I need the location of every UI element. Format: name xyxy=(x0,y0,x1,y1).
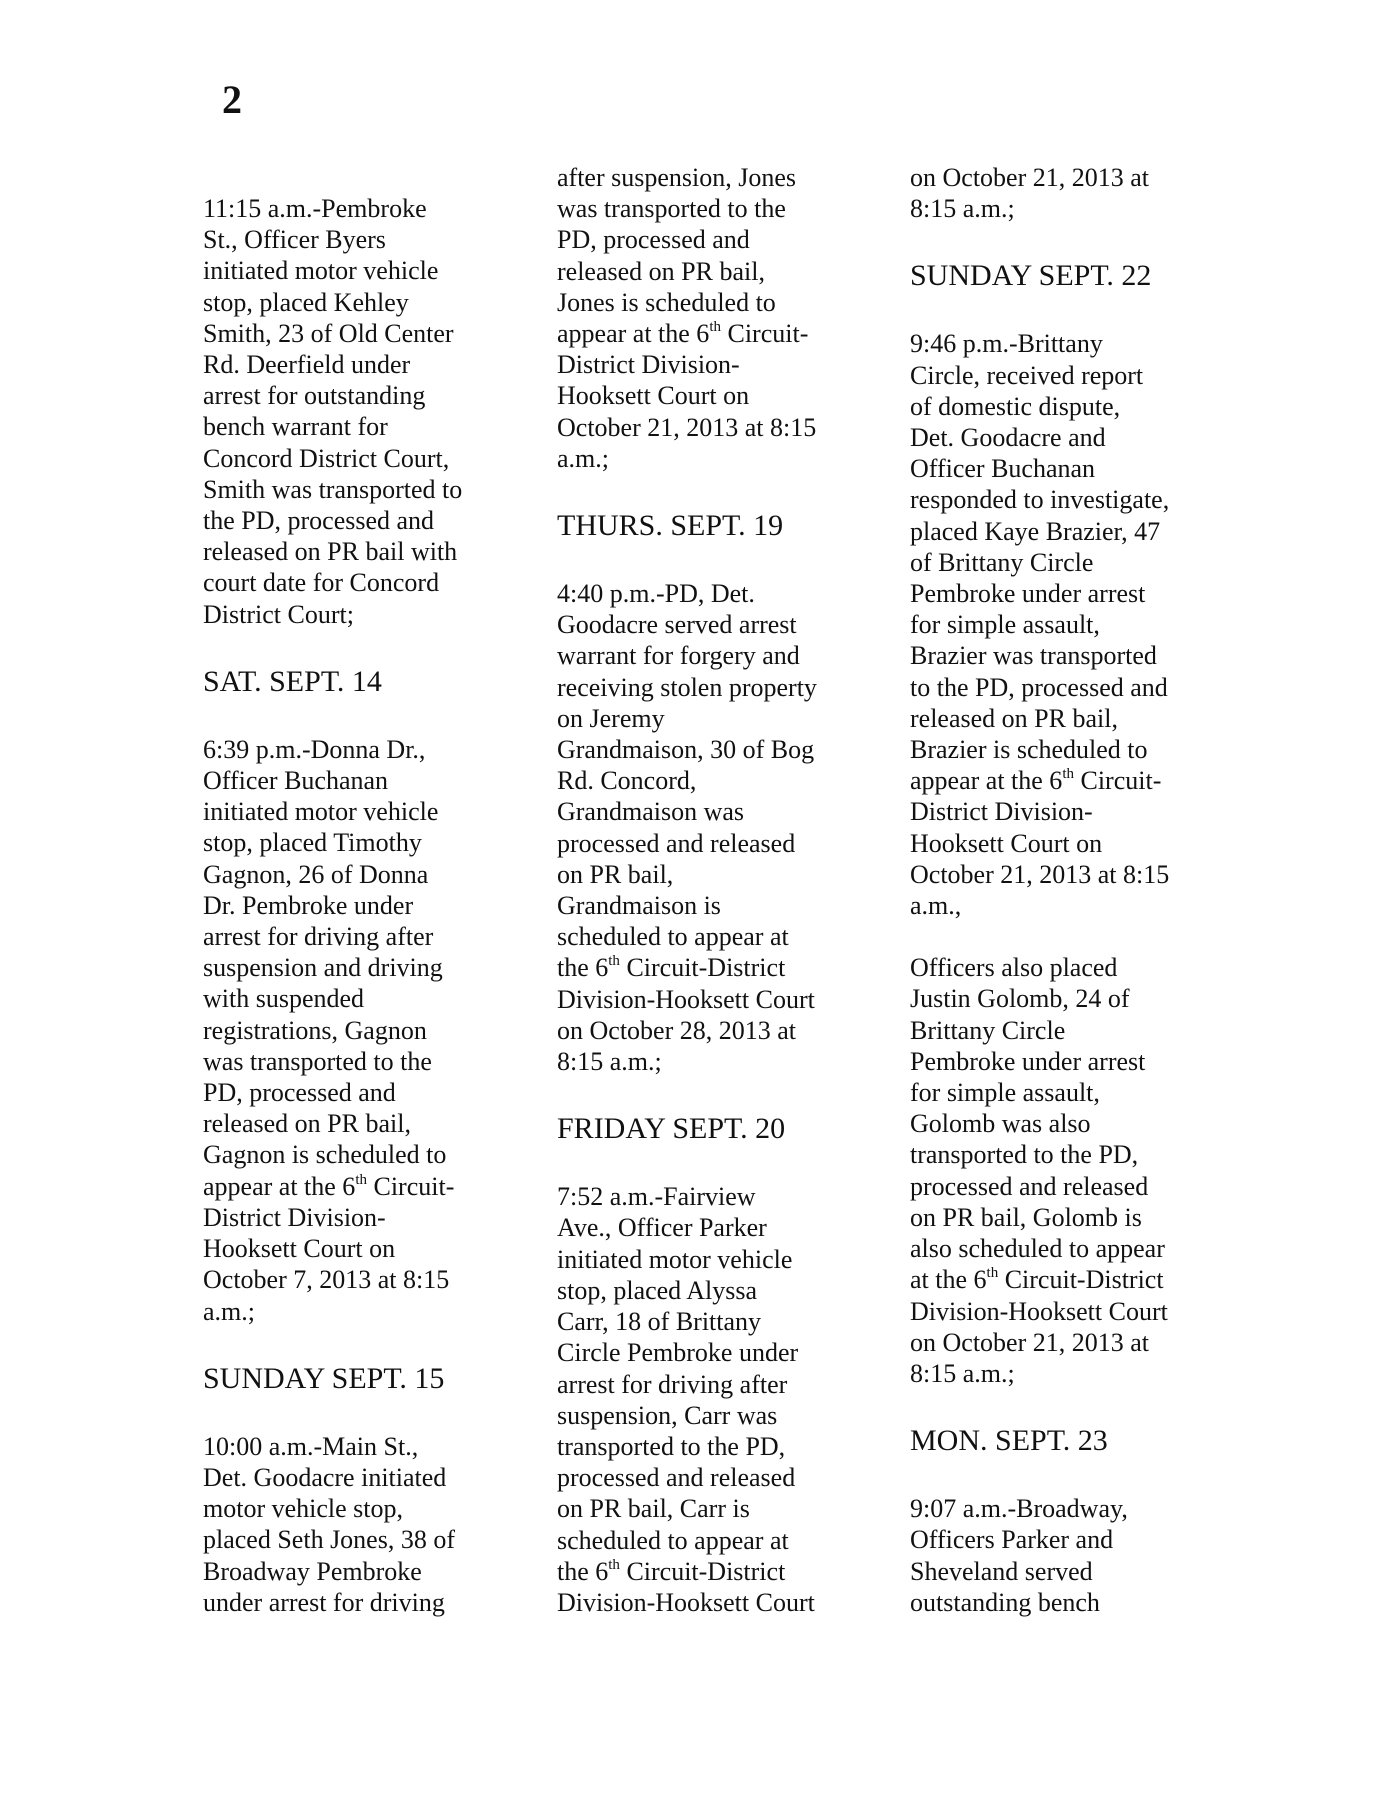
entry-line: transported to the PD, xyxy=(557,1431,786,1461)
entry-line: Officer Buchanan xyxy=(910,454,1096,484)
entry-line: for simple assault, xyxy=(910,1078,1100,1108)
entry-line: 6:39 p.m.-Donna Dr., xyxy=(203,734,426,764)
entry-line: the 6th Circuit-District xyxy=(557,1556,786,1586)
entry-line: on PR bail, xyxy=(557,859,674,889)
entry-line: outstanding bench xyxy=(910,1587,1100,1617)
entry-line: Hooksett Court on xyxy=(203,1234,396,1264)
entry-line: stop, placed Timothy xyxy=(203,828,422,858)
log-entry xyxy=(557,578,847,1077)
entry-line: October 21, 2013 at 8:15 xyxy=(910,859,1170,889)
entry-line: processed and released xyxy=(557,828,796,858)
entry-line: Division-Hooksett Court xyxy=(557,984,815,1014)
entry-line: on October 28, 2013 at xyxy=(557,1015,797,1045)
entry-line: scheduled to appear at xyxy=(557,1525,789,1555)
entry-line: was transported to the xyxy=(203,1046,432,1076)
entry-line: stop, placed Kehley xyxy=(203,287,409,317)
entry-line: Det. Goodacre and xyxy=(910,423,1106,453)
entry-line: placed Seth Jones, 38 of xyxy=(203,1525,456,1555)
entry-line: Grandmaison, 30 of Bog xyxy=(557,735,815,765)
entry-line: District Court; xyxy=(203,599,354,629)
entry-line: Golomb was also xyxy=(910,1109,1091,1139)
entry-line: the 6th Circuit-District xyxy=(557,953,786,983)
entry-line: Dr. Pembroke under xyxy=(203,890,414,920)
entry-line: suspension and driving xyxy=(203,953,443,983)
entry-line: Circle, received report xyxy=(910,360,1144,390)
entry-line: arrest for driving after xyxy=(557,1369,788,1399)
column-2 xyxy=(557,162,847,1618)
entry-line: a.m.; xyxy=(557,443,609,473)
entry-line: processed and released xyxy=(910,1171,1149,1201)
entry-line: 7:52 a.m.-Fairview xyxy=(557,1182,756,1212)
log-entry xyxy=(910,952,1200,1389)
entry-line: to the PD, processed and xyxy=(910,672,1168,702)
entry-line: St., Officer Byers xyxy=(203,225,386,255)
entry-line: also scheduled to appear xyxy=(910,1234,1165,1264)
entry-line: Grandmaison was xyxy=(557,797,745,827)
entry-line: processed and released xyxy=(557,1463,796,1493)
entry-line: Hooksett Court on xyxy=(910,828,1103,858)
entry-line: appear at the 6th Circuit- xyxy=(910,766,1162,796)
entry-line: Jones is scheduled to xyxy=(557,287,776,317)
entry-line: Pembroke under arrest xyxy=(910,1046,1146,1076)
entry-line: released on PR bail, xyxy=(910,703,1118,733)
log-entry xyxy=(203,734,493,1327)
entry-line: appear at the 6th Circuit- xyxy=(203,1171,455,1201)
entry-line: District Division- xyxy=(203,1202,386,1232)
entry-line: October 21, 2013 at 8:15 xyxy=(557,412,817,442)
entry-line: a.m.; xyxy=(203,1296,255,1326)
entry-line: Circle Pembroke under xyxy=(557,1338,799,1368)
page-number: 2 xyxy=(222,77,242,122)
date-heading: MON. SEPT. 23 xyxy=(910,1424,1108,1458)
entry-line: was transported to the xyxy=(557,194,786,224)
entry-line: the PD, processed and xyxy=(203,506,435,536)
entry-line: on PR bail, Golomb is xyxy=(910,1202,1142,1232)
entry-line: Pembroke under arrest xyxy=(910,579,1146,609)
entry-line: arrest for driving after xyxy=(203,922,434,952)
date-heading: FRIDAY SEPT. 20 xyxy=(557,1112,786,1146)
entry-line: Goodacre served arrest xyxy=(557,610,797,640)
entry-line: Broadway Pembroke xyxy=(203,1556,422,1586)
entry-line: 9:46 p.m.-Brittany xyxy=(910,329,1103,359)
entry-line: released on PR bail, xyxy=(203,1109,411,1139)
entry-line: at the 6th Circuit-District xyxy=(910,1265,1164,1295)
column-3 xyxy=(910,162,1200,1618)
entry-line: Grandmaison is xyxy=(557,891,721,921)
entry-line: bench warrant for xyxy=(203,412,388,442)
log-entry xyxy=(203,1431,493,1618)
entry-line: Brazier was transported xyxy=(910,641,1157,671)
entry-line: suspension, Carr was xyxy=(557,1400,778,1430)
entry-line: initiated motor vehicle xyxy=(203,797,439,827)
entry-line: released on PR bail, xyxy=(557,256,765,286)
log-entry xyxy=(203,193,493,630)
entry-line: with suspended xyxy=(203,984,365,1014)
entry-line: 4:40 p.m.-PD, Det. xyxy=(557,579,755,609)
log-entry xyxy=(910,1493,1200,1618)
entry-line: Rd. Concord, xyxy=(557,766,697,796)
entry-line: District Division- xyxy=(557,350,740,380)
column-1 xyxy=(203,193,493,1618)
entry-line: motor vehicle stop, xyxy=(203,1494,404,1524)
entry-line: initiated motor vehicle xyxy=(557,1244,793,1274)
entry-line: Brittany Circle xyxy=(910,1015,1066,1045)
entry-line: Division-Hooksett Court xyxy=(557,1587,815,1617)
entry-line: Carr, 18 of Brittany xyxy=(557,1307,762,1337)
entry-line: Officer Buchanan xyxy=(203,766,389,796)
entry-line: Hooksett Court on xyxy=(557,381,750,411)
entry-line: PD, processed and xyxy=(557,225,750,255)
entry-line: on PR bail, Carr is xyxy=(557,1494,750,1524)
entry-line: warrant for forgery and xyxy=(557,641,800,671)
entry-line: appear at the 6th Circuit- xyxy=(557,319,809,349)
entry-line: PD, processed and xyxy=(203,1078,396,1108)
entry-line: Division-Hooksett Court xyxy=(910,1296,1168,1326)
entry-line: under arrest for driving xyxy=(203,1587,445,1617)
entry-line: Smith was transported to xyxy=(203,474,463,504)
entry-line: on October 21, 2013 at xyxy=(910,1327,1150,1357)
entry-line: October 7, 2013 at 8:15 xyxy=(203,1265,450,1295)
entry-line: District Division- xyxy=(910,797,1093,827)
log-entry xyxy=(910,162,1200,224)
entry-line: 11:15 a.m.-Pembroke xyxy=(203,194,427,223)
entry-line: transported to the PD, xyxy=(910,1140,1139,1170)
entry-line: stop, placed Alyssa xyxy=(557,1275,758,1305)
entry-line: Officers also placed xyxy=(910,953,1118,983)
entry-line: Ave., Officer Parker xyxy=(557,1213,767,1243)
entry-line: a.m., xyxy=(910,891,962,921)
entry-line: 8:15 a.m.; xyxy=(910,1358,1015,1388)
date-heading: SAT. SEPT. 14 xyxy=(203,664,382,698)
entry-line: receiving stolen property xyxy=(557,672,817,702)
entry-line: 8:15 a.m.; xyxy=(557,1047,662,1077)
entry-line: responded to investigate, xyxy=(910,485,1170,515)
entry-line: Concord District Court, xyxy=(203,443,450,473)
entry-line: scheduled to appear at xyxy=(557,922,789,952)
entry-line: Det. Goodacre initiated xyxy=(203,1462,447,1492)
entry-line: Gagnon is scheduled to xyxy=(203,1140,447,1170)
entry-line: Gagnon, 26 of Donna xyxy=(203,859,429,889)
entry-line: after suspension, Jones xyxy=(557,163,797,192)
entry-line: on Jeremy xyxy=(557,703,665,733)
entry-line: of domestic dispute, xyxy=(910,391,1121,421)
date-heading: SUNDAY SEPT. 15 xyxy=(203,1361,445,1395)
entry-line: Officers Parker and xyxy=(910,1525,1114,1555)
entry-line: placed Kaye Brazier, 47 xyxy=(910,516,1161,546)
entry-line: Smith, 23 of Old Center xyxy=(203,318,454,348)
entry-line: of Brittany Circle xyxy=(910,547,1094,577)
entry-line: initiated motor vehicle xyxy=(203,256,439,286)
entry-line: 9:07 a.m.-Broadway, xyxy=(910,1494,1128,1524)
entry-line: Justin Golomb, 24 of xyxy=(910,984,1130,1014)
date-heading: THURS. SEPT. 19 xyxy=(557,509,784,543)
log-entry xyxy=(910,328,1200,921)
log-entry xyxy=(557,1181,847,1618)
entry-line: Sheveland served xyxy=(910,1556,1093,1586)
entry-line: registrations, Gagnon xyxy=(203,1015,427,1045)
entry-line: court date for Concord xyxy=(203,568,440,598)
date-heading: SUNDAY SEPT. 22 xyxy=(910,259,1152,293)
entry-line: Brazier is scheduled to xyxy=(910,735,1148,765)
entry-line: 8:15 a.m.; xyxy=(910,194,1015,224)
entry-line: released on PR bail with xyxy=(203,537,458,567)
entry-line: for simple assault, xyxy=(910,610,1100,640)
entry-line: on October 21, 2013 at xyxy=(910,163,1150,192)
entry-line: Rd. Deerfield under xyxy=(203,350,411,380)
entry-line: 10:00 a.m.-Main St., xyxy=(203,1431,419,1461)
log-entry xyxy=(557,162,847,474)
entry-line: arrest for outstanding xyxy=(203,381,426,411)
